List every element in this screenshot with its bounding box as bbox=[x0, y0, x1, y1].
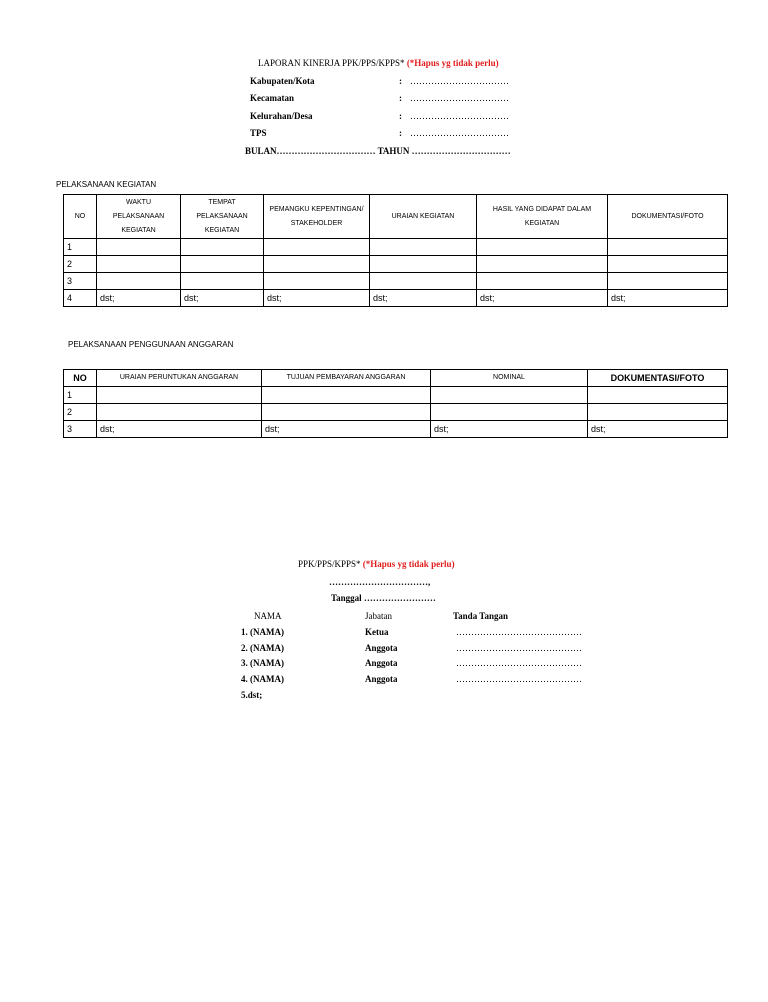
col-header-pemangku: PEMANGKU KEPENTINGAN/ STAKEHOLDER bbox=[264, 195, 370, 239]
signature-title-note: (*Hapus yg tidak perlu) bbox=[362, 559, 455, 569]
member-role: Ketua bbox=[365, 627, 389, 637]
table-cell bbox=[608, 273, 728, 290]
signature-col-sign: Tanda Tangan bbox=[453, 611, 508, 621]
table-cell bbox=[97, 273, 181, 290]
cell-no: 2 bbox=[64, 404, 97, 421]
member-sign-line: …………………………………… bbox=[456, 627, 582, 637]
table-cell: dst; bbox=[608, 290, 728, 307]
table-cell bbox=[370, 273, 477, 290]
field-value-tps: …………………………… bbox=[410, 128, 509, 138]
col-header-uraian: URAIAN KEGIATAN bbox=[370, 195, 477, 239]
table-cell: dst; bbox=[97, 290, 181, 307]
anggaran-table bbox=[63, 369, 728, 438]
report-title: LAPORAN KINERJA PPK/PPS/KPPS* bbox=[258, 58, 405, 68]
member-name: 1. (NAMA) bbox=[241, 627, 284, 637]
member-more: 5.dst; bbox=[241, 690, 263, 700]
table-cell: dst; bbox=[264, 290, 370, 307]
section-title-anggaran: PELAKSANAAN PENGGUNAAN ANGGARAN bbox=[68, 340, 234, 349]
field-value-kecamatan: …………………………… bbox=[410, 93, 509, 103]
table-row bbox=[64, 404, 728, 421]
table-cell bbox=[370, 256, 477, 273]
table-cell bbox=[97, 387, 262, 404]
table-cell bbox=[262, 404, 431, 421]
table-row bbox=[64, 256, 728, 273]
cell-no: 3 bbox=[64, 421, 97, 438]
table-row bbox=[64, 273, 728, 290]
table-cell bbox=[608, 256, 728, 273]
table-cell bbox=[97, 404, 262, 421]
col-header-tujuan-pembayaran: TUJUAN PEMBAYARAN ANGGARAN bbox=[262, 370, 431, 387]
anggaran-header-row bbox=[64, 370, 728, 387]
col-header-dokumentasi: DOKUMENTASI/FOTO bbox=[588, 370, 728, 387]
cell-no: 1 bbox=[64, 239, 97, 256]
table-cell: dst; bbox=[370, 290, 477, 307]
table-cell bbox=[477, 239, 608, 256]
member-name: 2. (NAMA) bbox=[241, 643, 284, 653]
table-cell bbox=[264, 273, 370, 290]
report-title-line bbox=[258, 58, 499, 68]
col-header-no: NO bbox=[64, 370, 97, 387]
field-label-tps: TPS bbox=[250, 128, 267, 138]
signature-title: PPK/PPS/KPPS* bbox=[298, 559, 361, 569]
table-cell bbox=[431, 387, 588, 404]
signature-title-line bbox=[298, 559, 455, 569]
table-cell bbox=[608, 239, 728, 256]
field-sep-kecamatan: : bbox=[399, 93, 402, 103]
signature-col-name: NAMA bbox=[254, 611, 282, 621]
field-sep-kelurahan: : bbox=[399, 111, 402, 121]
signature-col-role: Jabatan bbox=[365, 611, 392, 621]
col-header-no: NO bbox=[64, 195, 97, 239]
section-title-kegiatan: PELAKSANAAN KEGIATAN bbox=[56, 180, 157, 189]
col-header-uraian-peruntukan: URAIAN PERUNTUKAN ANGGARAN bbox=[97, 370, 262, 387]
col-header-nominal: NOMINAL bbox=[431, 370, 588, 387]
table-cell bbox=[588, 404, 728, 421]
member-role: Anggota bbox=[365, 658, 398, 668]
table-cell: dst; bbox=[477, 290, 608, 307]
signature-place: ……………………………, bbox=[329, 577, 431, 587]
table-cell bbox=[370, 239, 477, 256]
field-value-kelurahan: …………………………… bbox=[410, 111, 509, 121]
table-cell: dst; bbox=[588, 421, 728, 438]
cell-no: 3 bbox=[64, 273, 97, 290]
table-cell bbox=[477, 256, 608, 273]
kegiatan-table bbox=[63, 194, 728, 307]
field-sep-tps: : bbox=[399, 128, 402, 138]
table-cell bbox=[181, 239, 264, 256]
field-label-kecamatan: Kecamatan bbox=[250, 93, 294, 103]
table-row bbox=[64, 239, 728, 256]
table-cell bbox=[477, 273, 608, 290]
table-cell bbox=[262, 387, 431, 404]
col-header-waktu: WAKTU PELAKSANAAN KEGIATAN bbox=[97, 195, 181, 239]
member-role: Anggota bbox=[365, 674, 398, 684]
member-sign-line: …………………………………… bbox=[456, 658, 582, 668]
col-header-dokumentasi: DOKUMENTASI/FOTO bbox=[608, 195, 728, 239]
signature-date: Tanggal …………………… bbox=[331, 593, 436, 603]
field-label-kabupaten: Kabupaten/Kota bbox=[250, 76, 315, 86]
table-cell bbox=[431, 404, 588, 421]
field-value-kabupaten: …………………………… bbox=[410, 76, 509, 86]
table-cell bbox=[264, 239, 370, 256]
cell-no: 4 bbox=[64, 290, 97, 307]
table-cell bbox=[181, 273, 264, 290]
table-cell bbox=[181, 256, 264, 273]
table-cell: dst; bbox=[97, 421, 262, 438]
member-role: Anggota bbox=[365, 643, 398, 653]
col-header-tempat: TEMPAT PELAKSANAAN KEGIATAN bbox=[181, 195, 264, 239]
cell-no: 1 bbox=[64, 387, 97, 404]
table-cell bbox=[588, 387, 728, 404]
member-name: 4. (NAMA) bbox=[241, 674, 284, 684]
table-cell: dst; bbox=[431, 421, 588, 438]
table-cell bbox=[97, 256, 181, 273]
table-cell: dst; bbox=[181, 290, 264, 307]
col-header-hasil: HASIL YANG DIDAPAT DALAM KEGIATAN bbox=[477, 195, 608, 239]
period-line: BULAN…………………………… TAHUN …………………………… bbox=[245, 146, 511, 156]
kegiatan-header-row bbox=[64, 195, 728, 239]
field-label-kelurahan: Kelurahan/Desa bbox=[250, 111, 313, 121]
table-row bbox=[64, 290, 728, 307]
member-name: 3. (NAMA) bbox=[241, 658, 284, 668]
report-title-note: (*Hapus yg tidak perlu) bbox=[406, 58, 499, 68]
table-cell bbox=[97, 239, 181, 256]
table-row bbox=[64, 387, 728, 404]
member-sign-line: …………………………………… bbox=[456, 643, 582, 653]
field-sep-kabupaten: : bbox=[399, 76, 402, 86]
table-cell: dst; bbox=[262, 421, 431, 438]
table-cell bbox=[264, 256, 370, 273]
table-row bbox=[64, 421, 728, 438]
member-sign-line: …………………………………… bbox=[456, 674, 582, 684]
cell-no: 2 bbox=[64, 256, 97, 273]
